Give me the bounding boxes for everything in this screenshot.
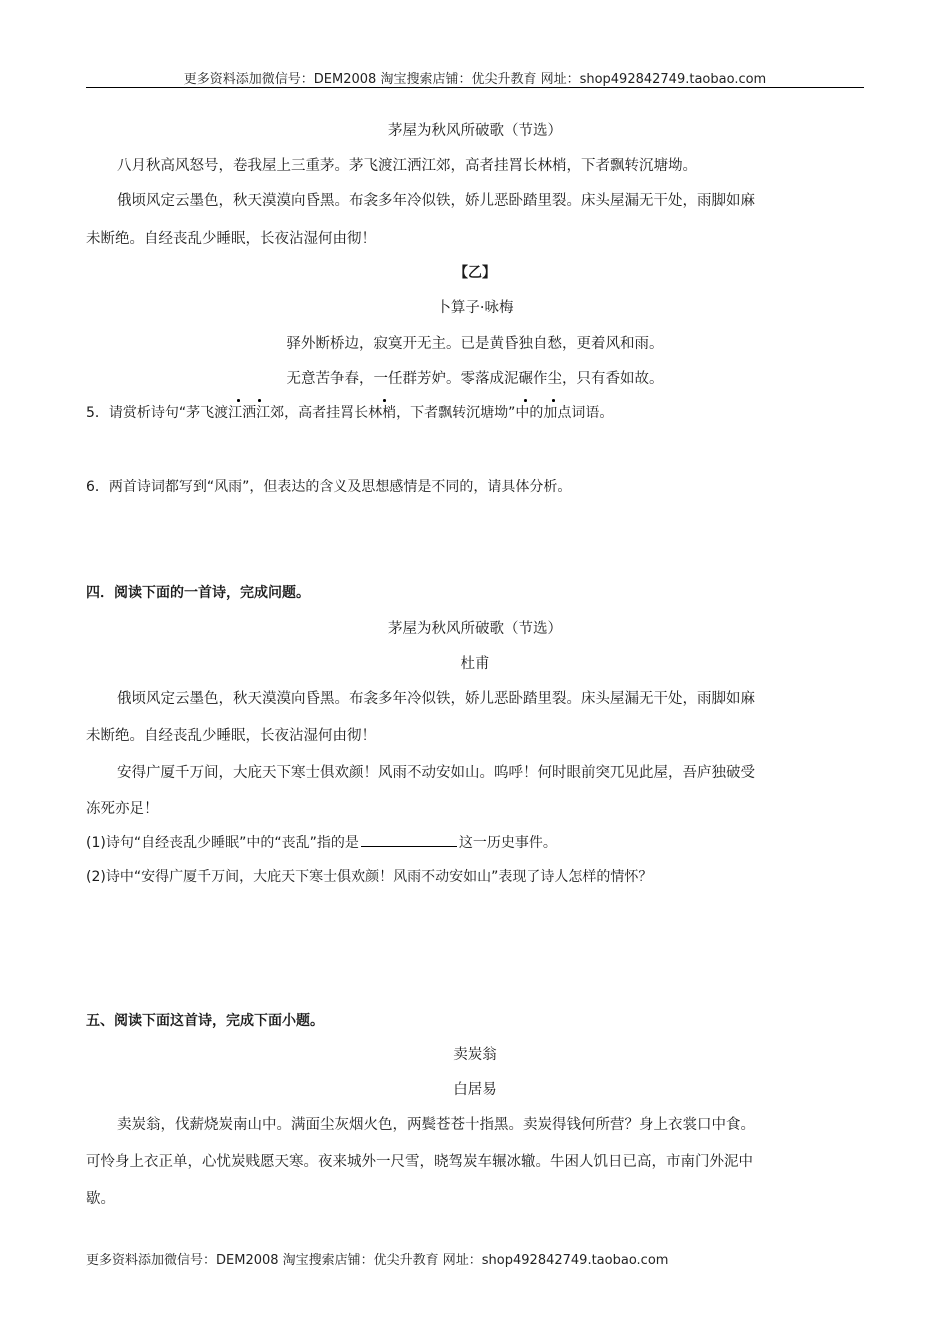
emphasis-dot — [524, 399, 527, 402]
page-footer: 更多资料添加微信号：DEM2008 淘宝搜索店铺：优尖升教育 网址：shop492842749.taobao.com — [86, 1253, 669, 1268]
section-5-line-1: 卖炭翁，伐薪烧炭南山中。满面尘灰烟火色，两鬓苍苍十指黑。卖炭得钱何所营？身上衣裳口中食。 — [117, 1117, 755, 1133]
emphasis-dot — [237, 399, 240, 402]
section-4-line-1: 俄顷风定云墨色，秋天漠漠向昏黑。布衾多年冷似铁，娇儿恶卧踏里裂。床头屋漏无干处，雨脚如麻 — [117, 691, 755, 707]
emphasis-dot — [383, 399, 386, 402]
emphasis-dot — [258, 399, 261, 402]
question-1-prefix: (1)诗句“自经丧乱少睡眠”中的“丧乱”指的是 — [86, 835, 359, 851]
poem-jia-line-2: 俄顷风定云墨色，秋天漠漠向昏黑。布衾多年冷似铁，娇儿恶卧踏里裂。床头屋漏无干处，雨脚如麻 — [117, 193, 755, 209]
section-5-line-2: 可怜身上衣正单，心忧炭贱愿天寒。夜来城外一尺雪，晓驾炭车辗冰辙。牛困人饥日已高，市南门外泥中 — [86, 1154, 753, 1170]
section-5-author: 白居易 — [453, 1082, 497, 1098]
answer-blank[interactable] — [361, 834, 457, 847]
poem-yi-title: 卜算子·咏梅 — [436, 300, 514, 316]
section-4-author: 杜甫 — [460, 656, 490, 672]
question-1-suffix: 这一历史事件。 — [458, 835, 557, 851]
section-4-line-3: 安得广厦千万间，大庇天下寒士俱欢颜！风雨不动安如山。呜呼！何时眼前突兀见此屋，吾庐独破受 — [117, 765, 755, 781]
emphasis-dot — [552, 399, 555, 402]
poem-jia-line-1: 八月秋高风怒号，卷我屋上三重茅。茅飞渡江洒江郊，高者挂罥长林梢，下者飘转沉塘坳。 — [117, 158, 697, 174]
question-5: 5．请赏析诗句“茅飞渡江洒江郊，高者挂罥长林梢，下者飘转沉塘坳”中的加点词语。 — [86, 405, 614, 421]
section-4-line-2: 未断绝。自经丧乱少睡眠，长夜沾湿何由彻！ — [86, 728, 376, 744]
poem-yi-label: 【乙】 — [454, 265, 496, 281]
section-5-line-3: 歇。 — [86, 1191, 115, 1207]
section-4-question-1 — [86, 832, 557, 852]
page-header: 更多资料添加微信号：DEM2008 淘宝搜索店铺：优尖升教育 网址：shop492842749.taobao.com — [183, 72, 767, 87]
poem-yi-line-1: 驿外断桥边，寂寞开无主。已是黄昏独自愁，更着风和雨。 — [286, 336, 664, 352]
section-4-question-2: (2)诗中“安得广厦千万间，大庇天下寒士俱欢颜！风雨不动安如山”表现了诗人怎样的情怀？ — [86, 869, 653, 885]
header-divider — [86, 87, 864, 88]
section-5-title: 卖炭翁 — [453, 1047, 497, 1063]
question-6: 6．两首诗词都写到“风雨”，但表达的含义及思想感情是不同的，请具体分析。 — [86, 479, 572, 495]
poem-jia-title: 茅屋为秋风所破歌（节选） — [388, 123, 562, 139]
section-4-title: 茅屋为秋风所破歌（节选） — [388, 621, 562, 637]
poem-yi-line-2: 无意苦争春，一任群芳妒。零落成泥碾作尘，只有香如故。 — [286, 371, 664, 387]
section-5-heading: 五、阅读下面这首诗，完成下面小题。 — [86, 1013, 324, 1029]
section-4-heading: 四．阅读下面的一首诗，完成问题。 — [86, 585, 310, 601]
section-4-line-4: 冻死亦足！ — [86, 801, 159, 817]
poem-jia-line-3: 未断绝。自经丧乱少睡眠，长夜沾湿何由彻！ — [86, 231, 376, 247]
